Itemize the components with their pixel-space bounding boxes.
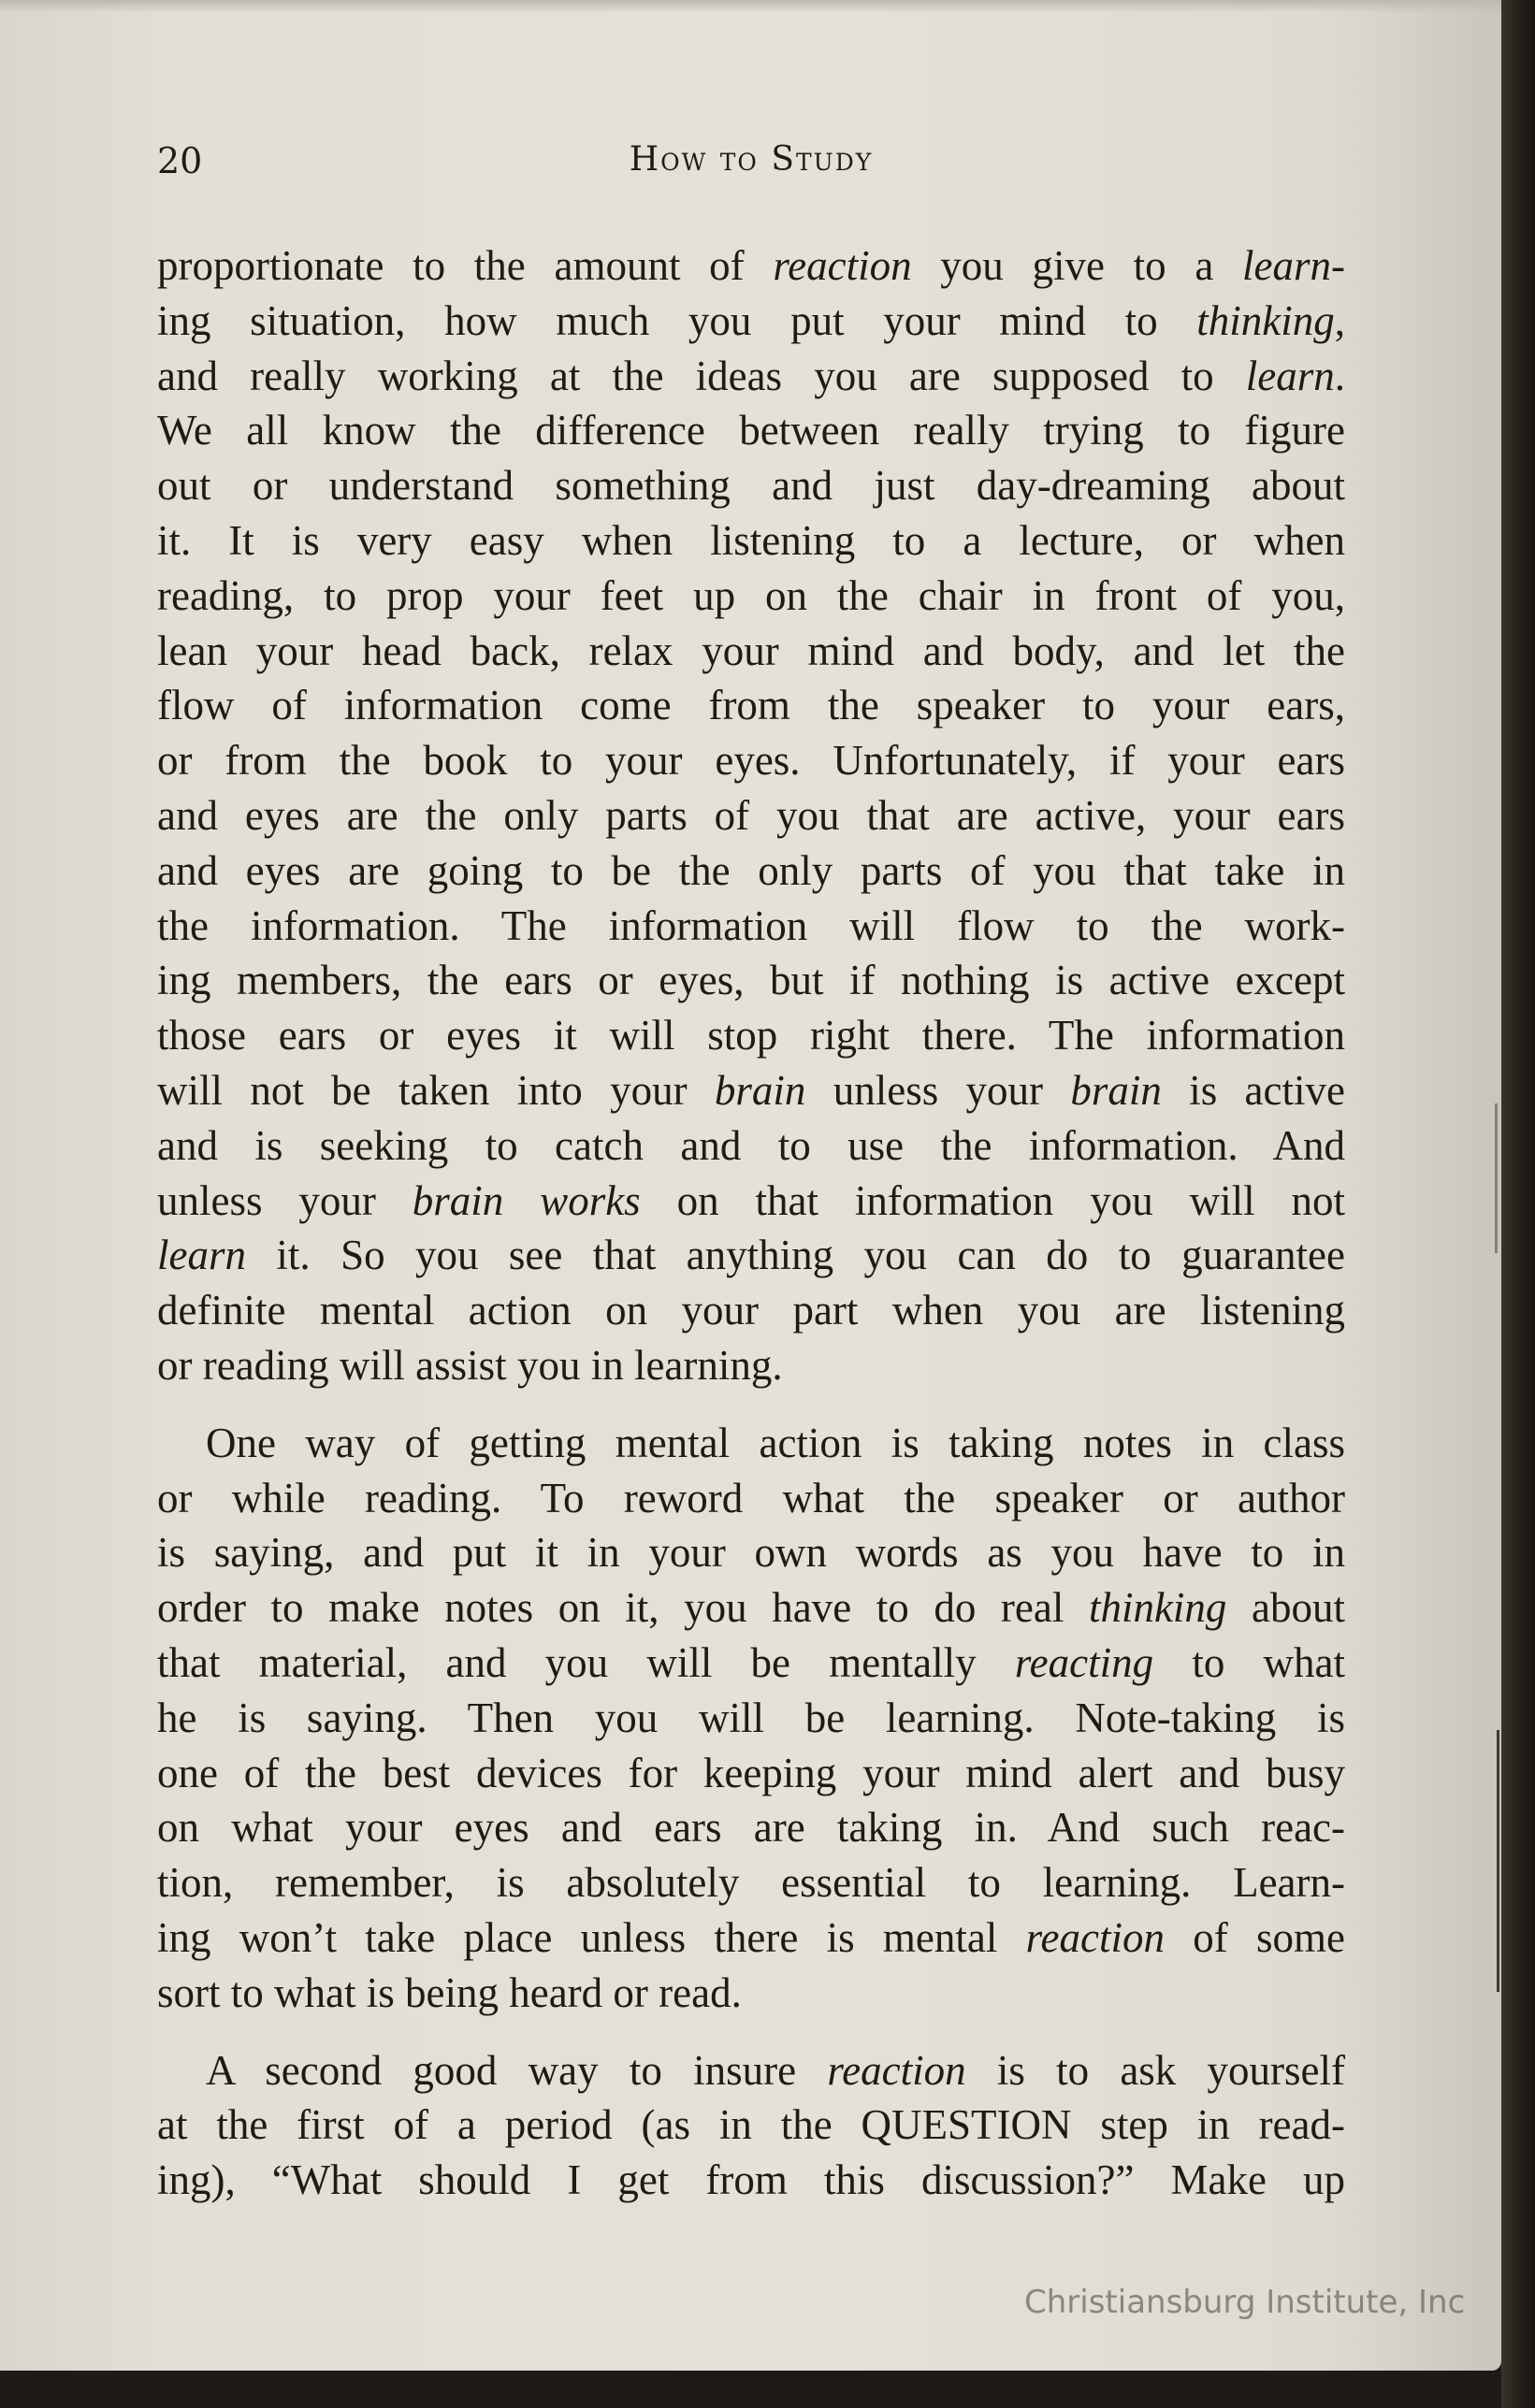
text-line: We all know the difference between really trying to figure	[157, 407, 1345, 454]
watermark: Christiansburg Institute, Inc	[1024, 2284, 1466, 2321]
page-body	[157, 238, 1345, 2208]
text-line: ing), “What should I get from this discussion?” Make up	[157, 2156, 1345, 2204]
text-line: tion, remember, is absolutely essential to learning. Learn-	[157, 1859, 1345, 1907]
text-line: that material, and you will be mentally reacting to what	[157, 1638, 1345, 1686]
text-line: flow of information come from the speaker to your ears,	[157, 682, 1345, 729]
paragraph-1	[157, 238, 1345, 1393]
text-line: proportionate to the amount of reaction you give to a learn-	[157, 242, 1345, 289]
text-line: A second good way to insure reaction is to ask yourself	[206, 2046, 1345, 2094]
running-head: How to Study	[629, 140, 874, 179]
text-line: ing won’t take place unless there is mental reaction of some	[157, 1913, 1345, 1961]
text-line: unless your brain works on that information you will not	[157, 1176, 1345, 1224]
paragraph-gap	[157, 1393, 1345, 1416]
text-line: is saying, and put it in your own words as you have to in	[157, 1529, 1345, 1577]
page-number: 20	[157, 140, 203, 181]
text-line: out or understand something and just day-dreaming about	[157, 462, 1345, 510]
text-line: ing members, the ears or eyes, but if nothing is active except	[157, 957, 1345, 1004]
text-line: definite mental action on your part when you are listening	[157, 1287, 1345, 1334]
text-line: One way of getting mental action is taking notes in class	[206, 1419, 1345, 1466]
text-line: the information. The information will flow to the work-	[157, 901, 1345, 949]
text-line: and eyes are the only parts of you that are active, your ears	[157, 791, 1345, 839]
text-line: one of the best devices for keeping your mind alert and busy	[157, 1749, 1345, 1796]
text-line: and is seeking to catch and to use the information. And	[157, 1121, 1345, 1169]
text-line: it. It is very easy when listening to a lecture, or when	[157, 516, 1345, 564]
book-spine-shadow	[1501, 0, 1535, 2408]
text-line: at the first of a period (as in the QUESTION step in read-	[157, 2101, 1345, 2149]
text-line: sort to what is being heard or read.	[157, 1968, 742, 2016]
text-line: learn it. So you see that anything you can do to guarantee	[157, 1232, 1345, 1279]
text-line: and really working at the ideas you are supposed to learn.	[157, 352, 1345, 399]
text-line: or from the book to your eyes. Unfortunately, if your ears	[157, 737, 1345, 785]
text-line: lean your head back, relax your mind and body, and let the	[157, 627, 1345, 674]
text-line: or while reading. To reword what the speaker or author	[157, 1474, 1345, 1521]
text-line: or reading will assist you in learning.	[157, 1341, 783, 1389]
text-line: order to make notes on it, you have to do real thinking about	[157, 1584, 1345, 1632]
page-edge-mark	[1495, 1103, 1498, 1253]
text-line: will not be taken into your brain unless your brain is active	[157, 1066, 1345, 1114]
paragraph-gap	[157, 2021, 1345, 2043]
page-edge-mark	[1497, 1730, 1499, 1992]
text-line: he is saying. Then you will be learning. Note-taking is	[157, 1694, 1345, 1741]
text-line: those ears or eyes it will stop right there. The information	[157, 1012, 1345, 1060]
text-line: on what your eyes and ears are taking in. And such reac-	[157, 1804, 1345, 1852]
text-line: ing situation, how much you put your mind to thinking,	[157, 296, 1345, 344]
page-header	[157, 140, 1345, 196]
paragraph-2	[157, 1416, 1345, 2021]
paragraph-3	[157, 2043, 1345, 2208]
text-line: reading, to prop your feet up on the chair in front of you,	[157, 571, 1345, 619]
text-line: and eyes are going to be the only parts of you that take in	[157, 846, 1345, 894]
